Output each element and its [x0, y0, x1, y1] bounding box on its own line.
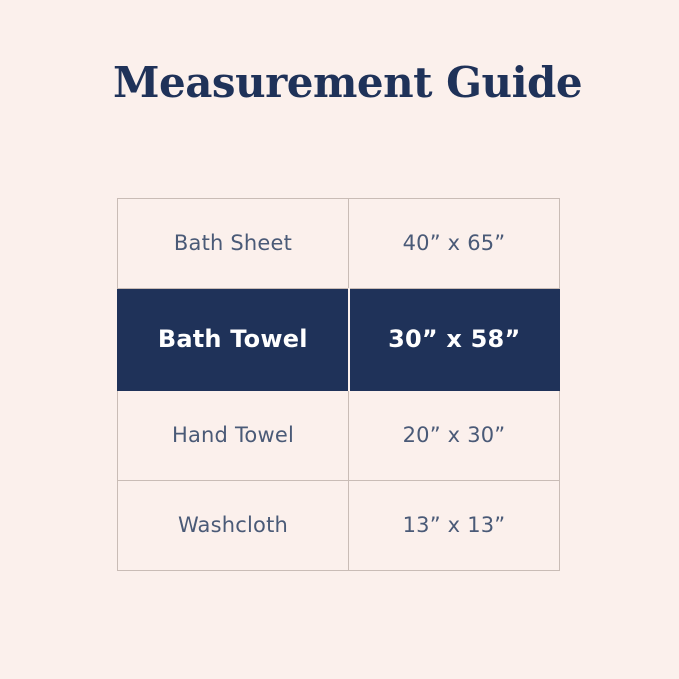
item-size-text: 20” x 30”	[402, 422, 506, 447]
table-cell-item-size	[349, 481, 560, 571]
table-cell-item-name	[118, 481, 349, 571]
table-row	[118, 199, 560, 289]
item-name-text: Washcloth	[177, 512, 289, 537]
table-cell-item-name	[118, 199, 349, 289]
table-cell-item-size	[349, 289, 560, 391]
item-size-text: 30” x 58”	[388, 325, 521, 354]
page-title: Measurement Guide	[113, 58, 583, 107]
table-cell-item-size	[349, 199, 560, 289]
table-row	[118, 481, 560, 571]
item-name-text: Hand Towel	[171, 422, 294, 447]
table-cell-item-size	[349, 391, 560, 481]
item-name-text: Bath Sheet	[173, 230, 293, 255]
table-cell-item-name	[118, 289, 349, 391]
item-size-text: 13” x 13”	[402, 512, 506, 537]
item-size-text: 40” x 65”	[402, 230, 506, 255]
item-name-text: Bath Towel	[157, 325, 308, 354]
table-row-highlighted	[118, 289, 560, 391]
table-row	[118, 391, 560, 481]
measurement-table	[117, 198, 560, 571]
measurement-table-container	[117, 198, 557, 555]
table-cell-item-name	[118, 391, 349, 481]
